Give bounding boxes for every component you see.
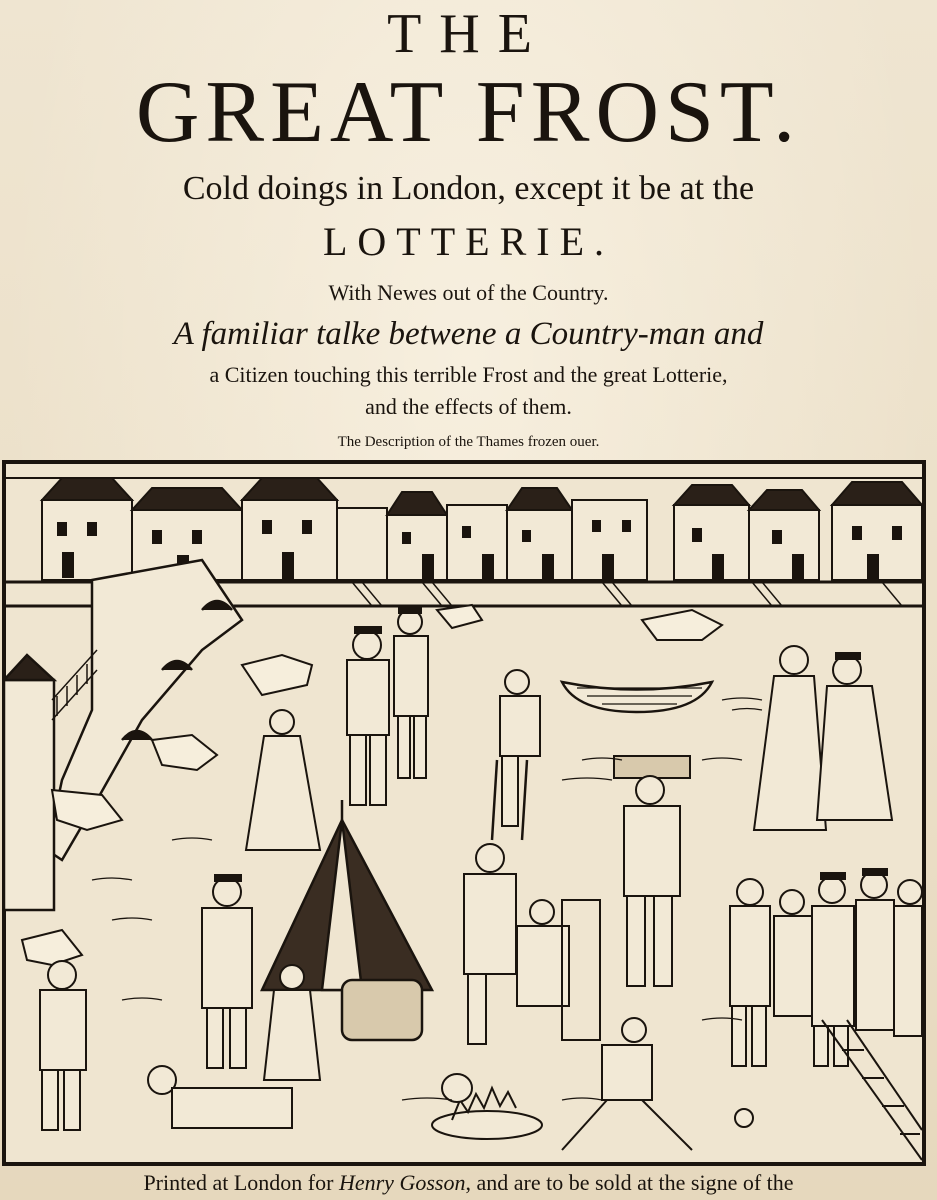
imprint-line <box>0 1170 937 1196</box>
subtitle-cold-doings: Cold doings in London, except it be at the <box>182 170 755 207</box>
woodcut-caption: The Description of the Thames frozen ouer. <box>337 434 600 450</box>
imprint-suffix: , and are to be sold at the signe of the <box>465 1170 794 1195</box>
ball <box>735 1109 753 1127</box>
imprint-prefix: Printed at London for <box>143 1170 339 1195</box>
imprint-printer: Henry Gosson <box>338 1170 466 1195</box>
title-great-frost: GREAT FROST. <box>135 64 802 161</box>
subtitle-newes: With Newes out of the Country. <box>328 280 609 305</box>
subtitle-familiar-talke: A familiar talke betwene a Country-man and <box>173 316 764 352</box>
woodcut-illustration <box>2 460 926 1166</box>
subtitle-citizen: a Citizen touching this terrible Frost and the great Lotterie, <box>209 362 728 387</box>
title-the: THE <box>387 3 550 65</box>
subtitle-effects: and the effects of them. <box>365 394 572 419</box>
subtitle-lotterie: LOTTERIE. <box>322 219 615 264</box>
